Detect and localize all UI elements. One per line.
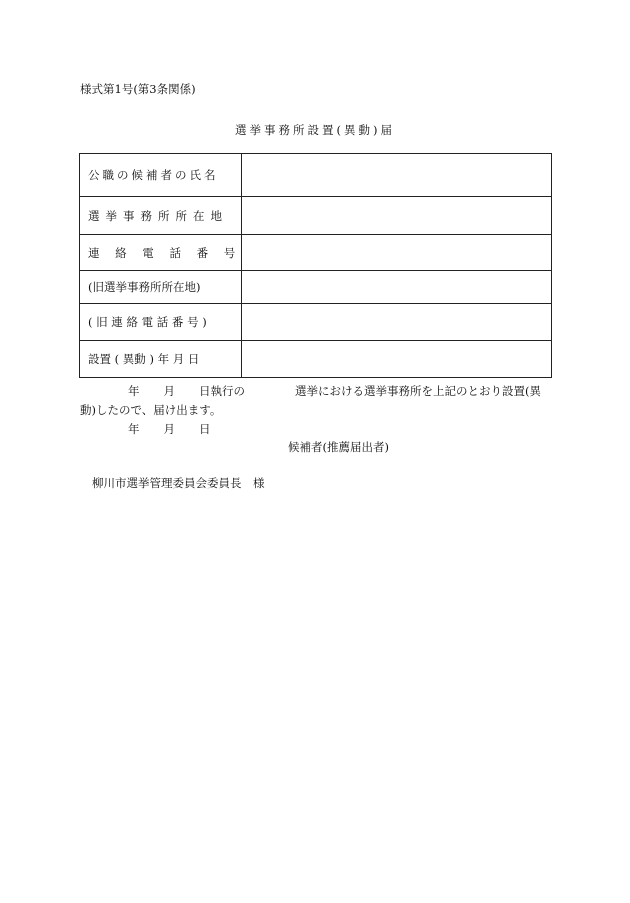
label-candidate-name: 公職の候補者の氏名 bbox=[80, 154, 242, 197]
form-number: 様式第1号(第3条関係) bbox=[80, 82, 196, 96]
field-old-contact-phone[interactable] bbox=[242, 304, 552, 341]
statement-line-1 bbox=[80, 383, 541, 399]
date-month: 月 bbox=[163, 422, 175, 436]
field-setup-date[interactable] bbox=[242, 341, 552, 378]
addressee: 柳川市選挙管理委員会委員長 様 bbox=[92, 476, 265, 490]
table-row bbox=[80, 154, 552, 197]
table-row bbox=[80, 271, 552, 304]
field-contact-phone[interactable] bbox=[242, 235, 552, 271]
label-contact-phone: 連 絡 電 話 番 号 bbox=[80, 235, 242, 271]
submission-date bbox=[80, 421, 211, 437]
statement-body-1: 選挙における選挙事務所を上記のとおり設置(異 bbox=[295, 384, 541, 398]
label-office-address: 選挙事務所所在地 bbox=[80, 197, 242, 235]
label-old-contact-phone: ( 旧 連 絡 電 話 番 号 ) bbox=[80, 304, 242, 341]
field-office-address[interactable] bbox=[242, 197, 552, 235]
table-row bbox=[80, 341, 552, 378]
applicant-label: 候補者(推薦届出者) bbox=[288, 440, 389, 454]
table-row bbox=[80, 235, 552, 271]
label-setup-date: 設置 ( 異動 ) 年 月 日 bbox=[80, 341, 242, 378]
label-old-office-address: (旧選挙事務所所在地) bbox=[80, 271, 242, 304]
date-day: 日 bbox=[199, 422, 211, 436]
field-candidate-name[interactable] bbox=[242, 154, 552, 197]
table-row bbox=[80, 197, 552, 235]
form-title: 選挙事務所設置(異動)届 bbox=[235, 123, 395, 137]
statement-month: 月 bbox=[163, 384, 175, 398]
date-year: 年 bbox=[128, 422, 140, 436]
field-old-office-address[interactable] bbox=[242, 271, 552, 304]
statement-year: 年 bbox=[128, 384, 140, 398]
registration-table bbox=[79, 153, 552, 378]
table-row bbox=[80, 304, 552, 341]
statement-line-2: 動)したので、届け出ます。 bbox=[80, 403, 222, 417]
statement-day-exec: 日執行の bbox=[199, 384, 245, 398]
